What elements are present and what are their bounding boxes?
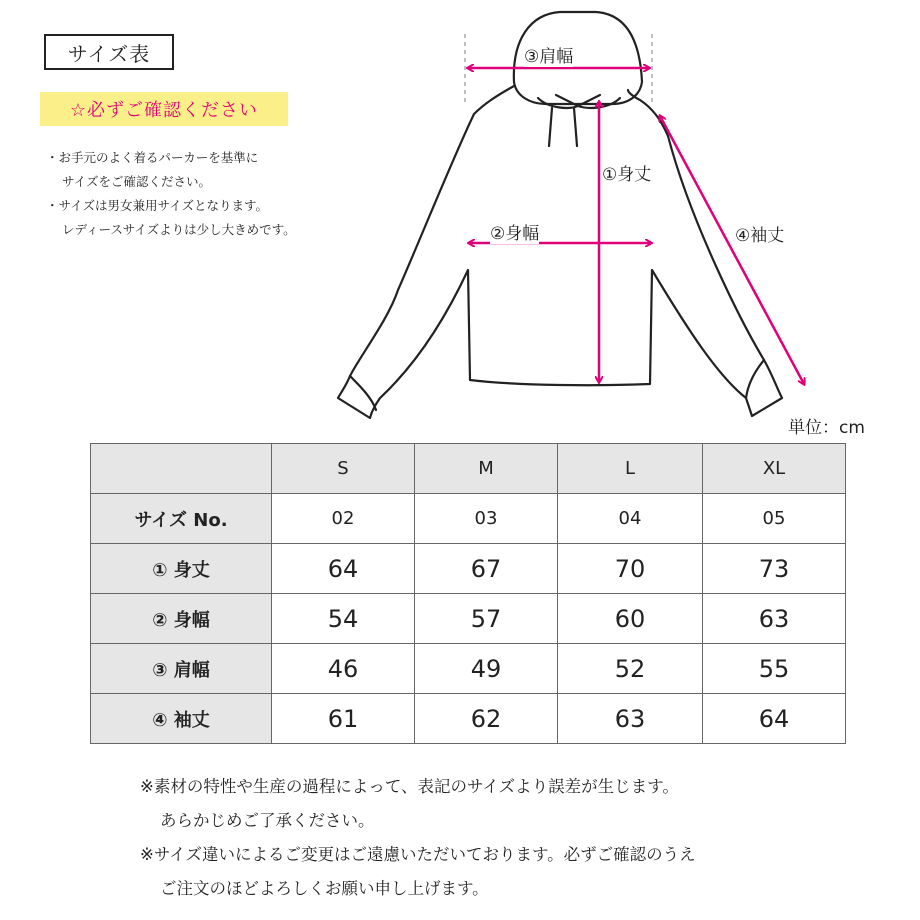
table-row (91, 594, 846, 644)
width-label: ②身幅 (490, 219, 539, 244)
size-header: XL (703, 444, 846, 494)
table-cell: 54 (272, 594, 415, 644)
table-cell: 49 (415, 644, 558, 694)
sleeve-label: ④袖丈 (735, 221, 784, 246)
footer-line: ※素材の特性や生産の過程によって、表記のサイズより誤差が生じます。 (140, 777, 679, 796)
note-line: レディースサイズよりは少し大きめです。 (62, 222, 296, 237)
table-cell: 63 (558, 694, 703, 744)
table-cell: 64 (272, 544, 415, 594)
confirm-notice: ☆必ずご確認ください (40, 92, 288, 126)
size-table (90, 443, 846, 744)
table-cell: 70 (558, 544, 703, 594)
hoodie-outline (338, 12, 782, 418)
length-label: ①身丈 (602, 160, 651, 185)
table-corner (91, 444, 272, 494)
unit-label: 単位：cm (788, 418, 865, 438)
size-header: S (272, 444, 415, 494)
footer-line: あらかじめご了承ください。 (160, 811, 375, 830)
table-row (91, 694, 846, 744)
size-header: L (558, 444, 703, 494)
table-cell: 04 (558, 494, 703, 544)
size-header: M (415, 444, 558, 494)
shoulder-label: ③肩幅 (524, 42, 573, 67)
row-label: ④ 袖丈 (91, 694, 272, 744)
footer-line: ※サイズ違いによるご変更はご遠慮いただいております。必ずご確認のうえ (140, 845, 696, 864)
page-title: サイズ表 (44, 34, 174, 70)
row-label: ① 身丈 (91, 544, 272, 594)
table-cell: 62 (415, 694, 558, 744)
table-cell: 73 (703, 544, 846, 594)
table-cell: 02 (272, 494, 415, 544)
table-cell: 57 (415, 594, 558, 644)
note-line: ・サイズは男女兼用サイズとなります。 (46, 198, 269, 213)
hoodie-diagram (0, 0, 920, 440)
footer-line: ご注文のほどよろしくお願い申し上げます。 (160, 879, 489, 898)
sleeve-arrow (660, 116, 804, 384)
table-row (91, 644, 846, 694)
table-cell: 52 (558, 644, 703, 694)
table-cell: 60 (558, 594, 703, 644)
table-cell: 67 (415, 544, 558, 594)
note-line: サイズをご確認ください。 (62, 174, 212, 189)
table-cell: 46 (272, 644, 415, 694)
row-label: サイズ No. (91, 494, 272, 544)
table-header-row (91, 444, 846, 494)
table-cell: 61 (272, 694, 415, 744)
table-row (91, 494, 846, 544)
table-cell: 05 (703, 494, 846, 544)
row-label: ③ 肩幅 (91, 644, 272, 694)
table-cell: 03 (415, 494, 558, 544)
note-line: ・お手元のよく着るパーカーを基準に (46, 150, 259, 165)
table-cell: 55 (703, 644, 846, 694)
row-label: ② 身幅 (91, 594, 272, 644)
footer-notes (140, 770, 696, 906)
table-cell: 64 (703, 694, 846, 744)
table-row (91, 544, 846, 594)
table-cell: 63 (703, 594, 846, 644)
